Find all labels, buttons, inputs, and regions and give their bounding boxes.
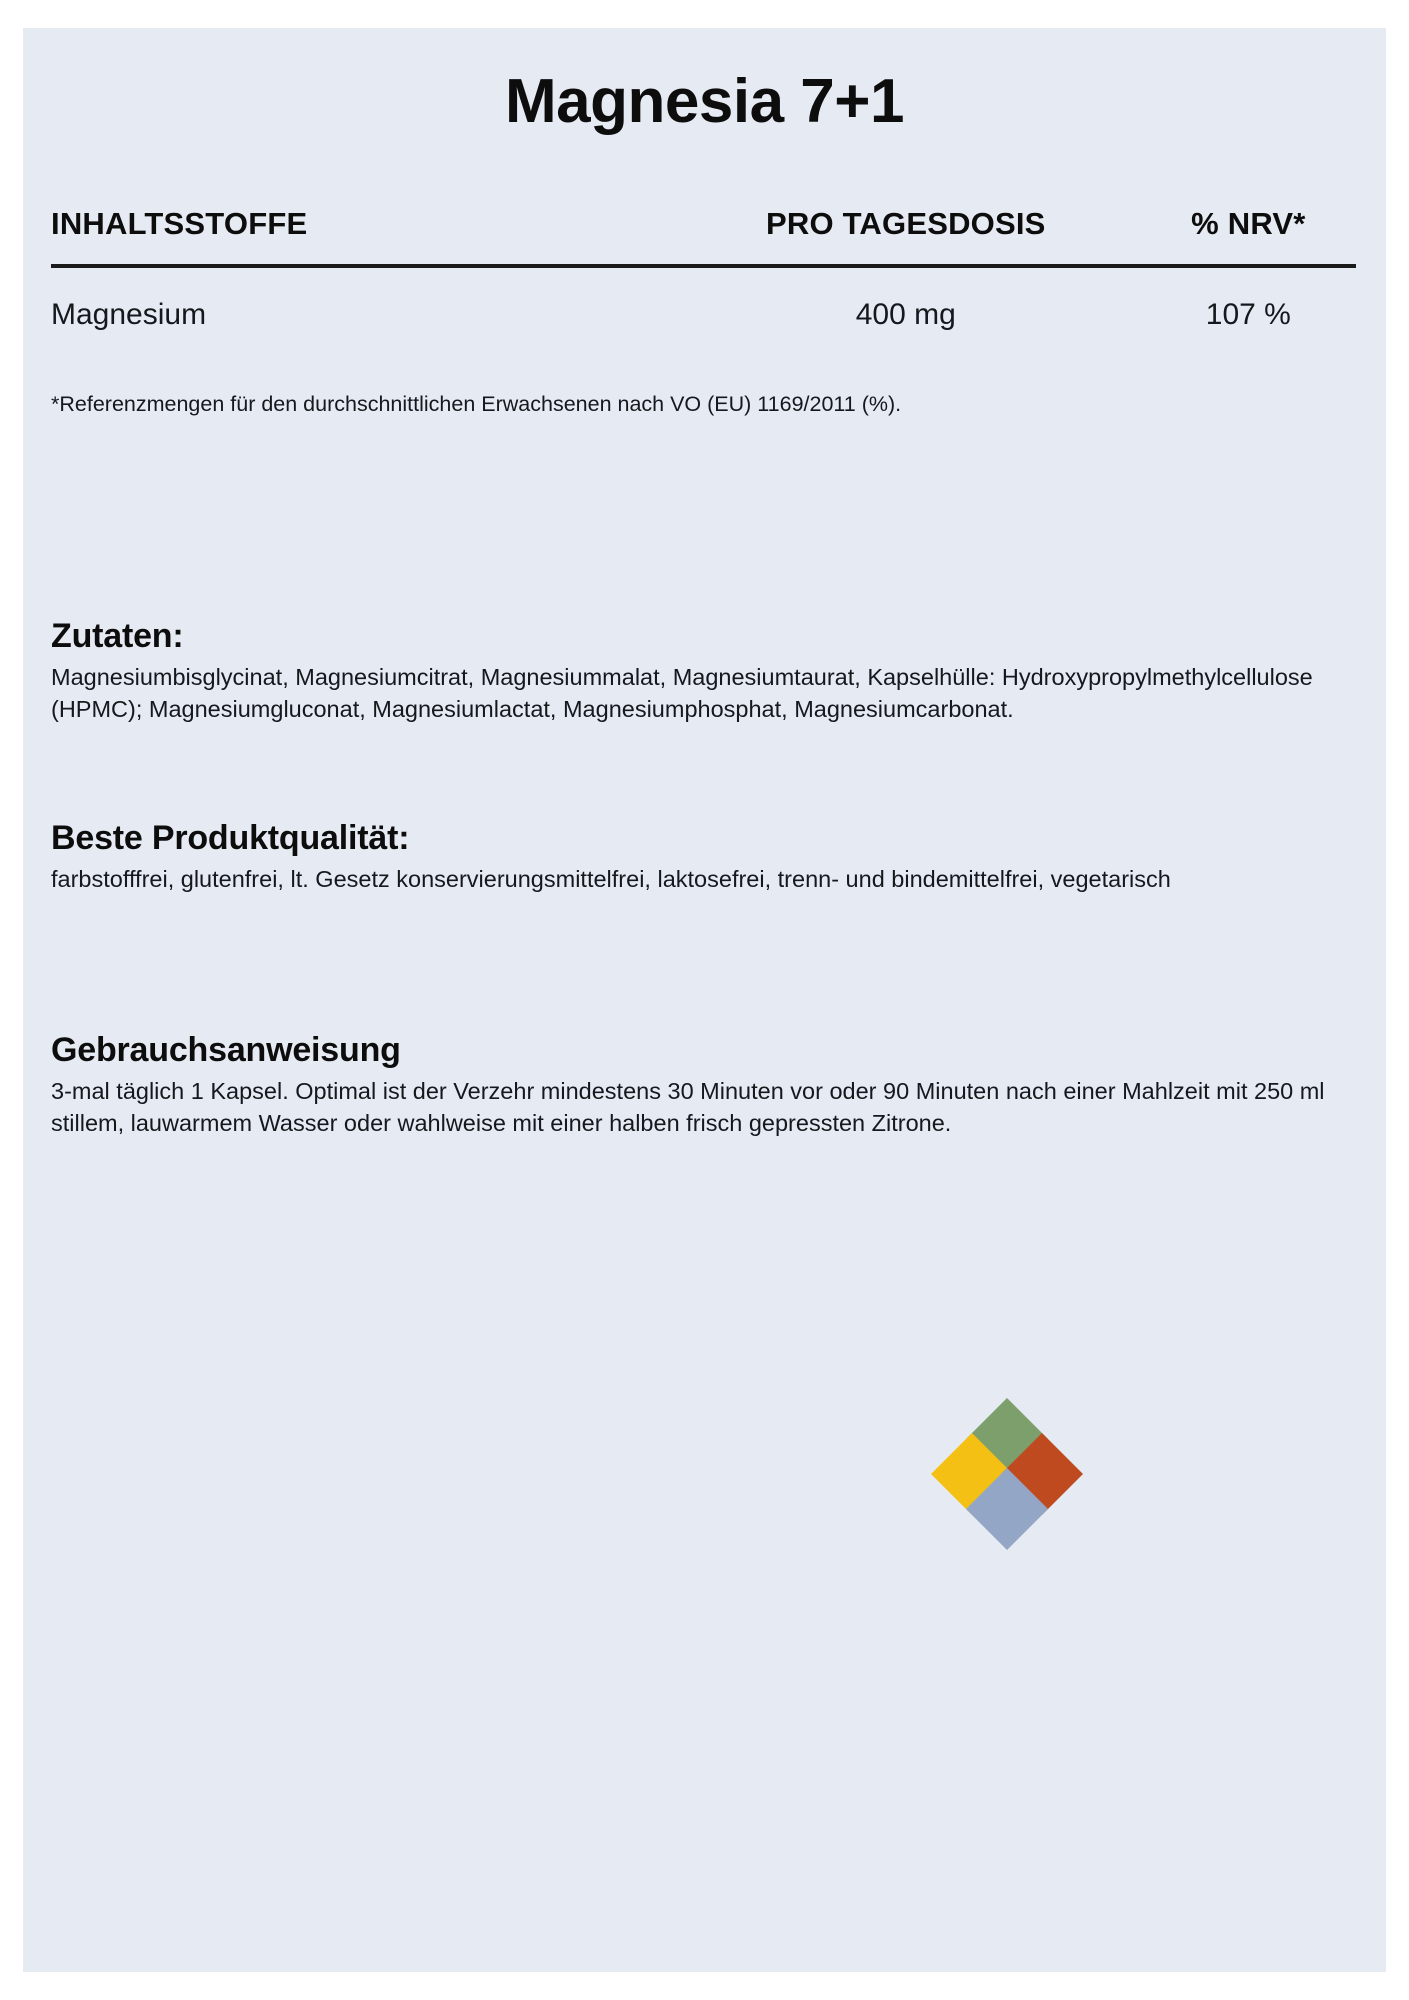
cell-daily-dose: 400 mg	[855, 298, 956, 331]
nutrition-footnote: *Referenzmengen für den durchschnittlichen Erwachsenen nach VO (EU) 1169/2011 (%).	[51, 392, 902, 416]
four-diamond-logo	[943, 1410, 1071, 1538]
column-header-daily-dose: PRO TAGESDOSIS	[766, 206, 1046, 241]
section-heading-zutaten: Zutaten:	[51, 617, 184, 655]
nutrition-table	[51, 206, 1356, 332]
column-header-nrv: % NRV*	[1191, 206, 1306, 241]
section-heading-gebrauchsanweisung: Gebrauchsanweisung	[51, 1031, 401, 1069]
section-zutaten	[51, 616, 1351, 726]
cell-nrv-percent: 107 %	[1205, 298, 1291, 331]
section-body-produktqualitaet: farbstofffrei, glutenfrei, lt. Gesetz konservierungsmittelfrei, laktosefrei, trenn- und bindemittelfrei, vegetarisch	[51, 865, 1171, 892]
cell-ingredient-name: Magnesium	[51, 298, 207, 331]
label-panel	[23, 28, 1386, 1972]
section-produktqualitaet	[51, 818, 1351, 895]
table-header-row	[51, 206, 1356, 264]
table-row	[51, 268, 1356, 332]
column-header-ingredients: INHALTSSTOFFE	[51, 206, 308, 241]
section-gebrauchsanweisung	[51, 1030, 1351, 1140]
page-title: Magnesia 7+1	[505, 67, 904, 136]
section-heading-produktqualitaet: Beste Produktqualität:	[51, 819, 410, 857]
section-body-gebrauchsanweisung: 3-mal täglich 1 Kapsel. Optimal ist der Verzehr mindestens 30 Minuten vor oder 90 Minuten nach einer Mahlzeit mit 250 ml stillem, lauwarmem Wasser oder wahlweise mit einer halben frisch gepressten Zitrone.	[51, 1077, 1325, 1137]
section-body-zutaten: Magnesiumbisglycinat, Magnesiumcitrat, Magnesiummalat, Magnesiumtaurat, Kapselhülle: Hydroxypropylmethylcellulose (HPMC); Magnesiumgluconat, Magnesiumlactat, Magnesiumphosphat, Magnesiumcarbonat.	[51, 663, 1313, 723]
